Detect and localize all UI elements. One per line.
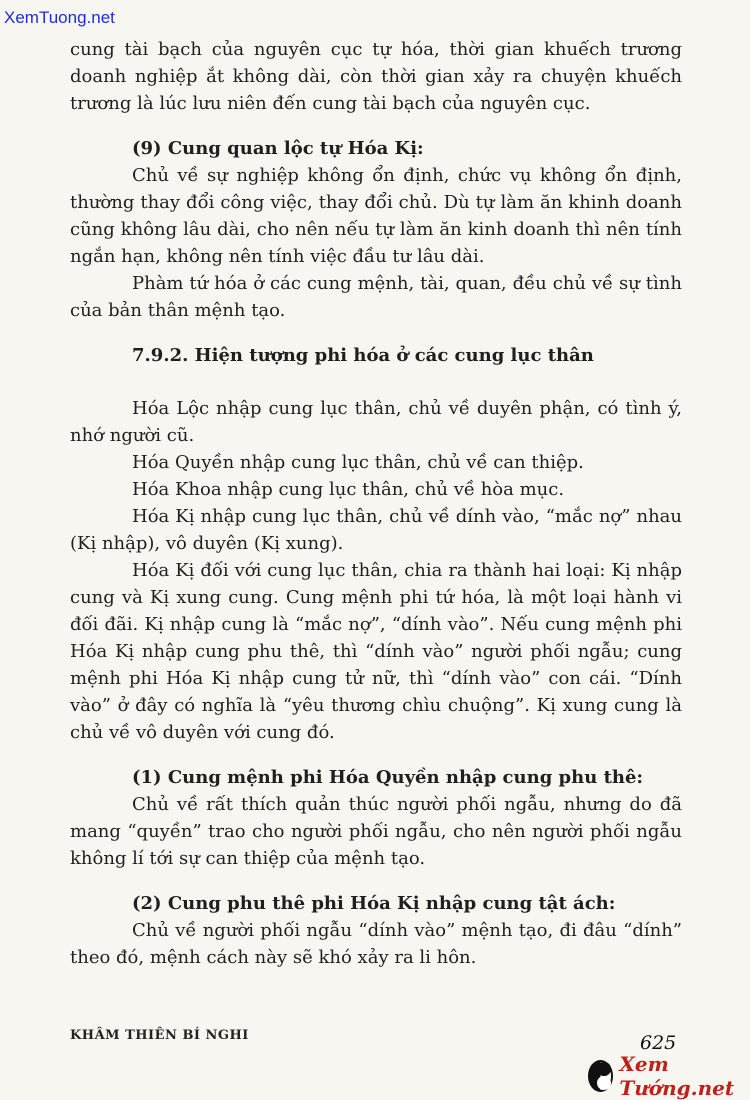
paragraph: Hóa Lộc nhập cung lục thân, chủ về duyên phận, có tình ý, nhớ người cũ.: [70, 398, 682, 446]
watermark-top: XemTuong.net: [4, 8, 115, 27]
logo-text: Xem Tướng.net: [619, 1052, 735, 1100]
paragraph: Phàm tứ hóa ở các cung mệnh, tài, quan, đều chủ về sự tình của bản thân mệnh tạo.: [70, 273, 682, 321]
paragraph: Hóa Kị đối với cung lục thân, chia ra thành hai loại: Kị nhập cung và Kị xung cung. Cung mệnh phi tứ hóa, là một loại hành vi đối đãi. Kị nhập cung là “mắc nợ”, “dính vào”. Nếu cung mệnh phi Hóa Kị nhập cung phu thê, thì “dính vào” người phối ngẫu; cung mệnh phi Hóa Kị nhập cung tử nữ, thì “dính vào” con cái. “Dính vào” ở đây có nghĩa là “yêu thương chìu chuộng”. Kị xung cung là chủ về vô duyên với cung đó.: [70, 560, 682, 743]
paragraph: Hóa Quyền nhập cung lục thân, chủ về can thiệp.: [132, 452, 584, 473]
subheading-1: (1) Cung mệnh phi Hóa Quyền nhập cung phu thê:: [132, 767, 644, 788]
page-number: 625: [640, 1032, 677, 1054]
paragraph: Hóa Kị nhập cung lục thân, chủ về dính vào, “mắc nợ” nhau (Kị nhập), vô duyên (Kị xung).: [70, 506, 682, 554]
paragraph: Chủ về người phối ngẫu “dính vào” mệnh tạo, đi đâu “dính” theo đó, mệnh cách này sẽ khó xảy ra li hôn.: [70, 920, 682, 968]
paragraph: Hóa Khoa nhập cung lục thân, chủ về hòa mục.: [132, 479, 565, 500]
paragraph: Chủ về sự nghiệp không ổn định, chức vụ không ổn định, thường thay đổi công việc, thay đổi chủ. Dù tự làm ăn khinh doanh cũng không lâu dài, cho nên nếu tự làm ăn kinh doanh thì nên tính ngắn hạn, không nên tính việc đầu tư lâu dài.: [70, 165, 682, 267]
subheading-9: (9) Cung quan lộc tự Hóa Kị:: [132, 138, 424, 159]
section-heading: 7.9.2. Hiện tượng phi hóa ở các cung lục thân: [132, 345, 594, 366]
yin-yang-icon: [588, 1060, 613, 1092]
subheading-2: (2) Cung phu thê phi Hóa Kị nhập cung tật ách:: [132, 893, 616, 914]
intro-paragraph: cung tài bạch của nguyên cục tự hóa, thời gian khuếch trương doanh nghiệp ắt không dài, còn thời gian xảy ra chuyện khuếch trương là lúc lưu niên đến cung tài bạch của nguyên cục.: [70, 39, 682, 114]
page-body: [70, 36, 682, 971]
paragraph: Chủ về rất thích quản thúc người phối ngẫu, nhưng do đã mang “quyền” trao cho người phối ngẫu, cho nên người phối ngẫu không lí tới sự can thiệp của mệnh tạo.: [70, 794, 682, 869]
site-logo: [588, 1052, 750, 1100]
footer-book-title: KHÂM THIÊN BÍ NGHI: [70, 1028, 249, 1043]
